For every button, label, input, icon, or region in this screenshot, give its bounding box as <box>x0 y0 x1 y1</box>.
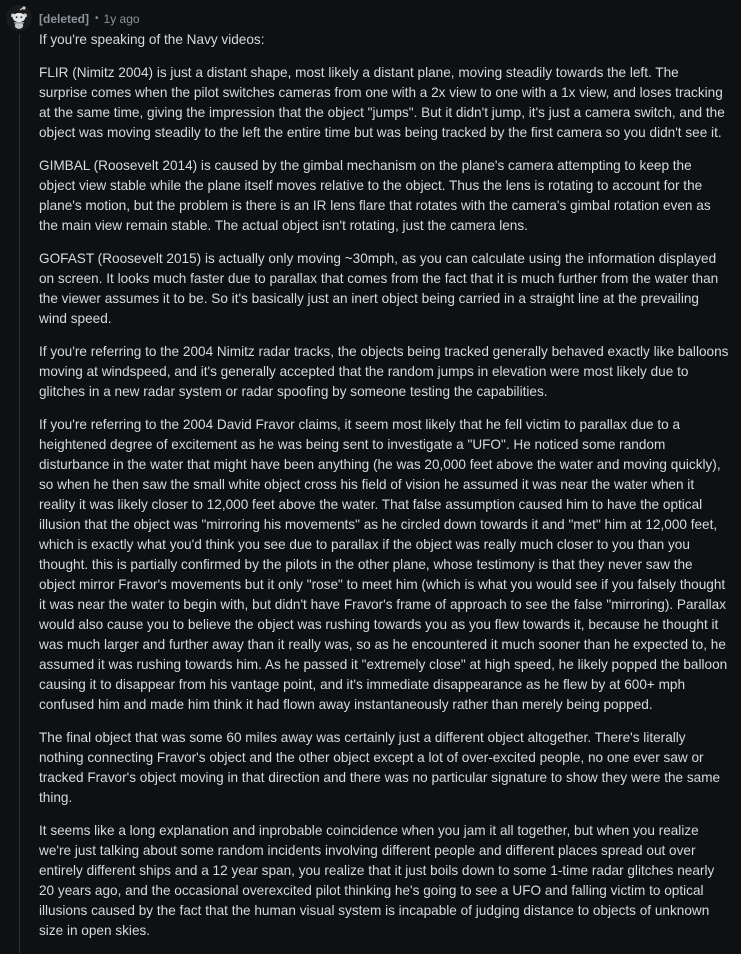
comment-paragraph: GIMBAL (Roosevelt 2014) is caused by the gimbal mechanism on the plane's camera attempting to keep the object view stable while the plane itself moves relative to the object. Thus the lens is rotating to account for the plane's motion, but the problem is there is an IR lens flare that rotates with the camera's gimbal rotation even as the main view remain stable. The actual object isn't rotating, just the camera lens. <box>39 158 711 233</box>
comment-paragraph: The final object that was some 60 miles away was certainly just a different object altogether. There's literally nothing connecting Fravor's object and the other object except a lot of over-excited people, no one ever saw or tracked Fravor's object moving in that direction and there was no particular signature to show they were the same thing. <box>39 730 721 805</box>
thread-line[interactable] <box>19 34 20 953</box>
comment-timestamp[interactable]: 1y ago <box>103 12 140 26</box>
comment-body <box>39 30 729 954</box>
comment-meta <box>39 10 140 28</box>
comment-paragraph: It seems like a long explanation and inprobable coincidence when you jam it all together, but when you realize we're just talking about some random incidents involving different people and different places spread out over entirely different ships and a 12 year span, you realize that it just boils down to some 1-time radar glitches nearly 20 years ago, and the occasional overexcited pilot thinking he's going to see a UFO and falling victim to optical illusions caused by the fact that the human visual system is incapable of judging distance to objects of unknown size in open skies. <box>39 823 715 938</box>
comment-paragraph: If you're referring to the 2004 Nimitz radar tracks, the objects being tracked generally behaved exactly like balloons moving at windspeed, and it's generally accepted that the random jumps in elevation were most likely due to glitches in a new radar system or radar spoofing by someone testing the capabilities. <box>39 344 729 399</box>
comment-paragraph: GOFAST (Roosevelt 2015) is actually only moving ~30mph, as you can calculate using the information displayed on screen. It looks much faster due to parallax that comes from the fact that it is much further from the water than the viewer assumes it to be. So it's basically just an inert object being carried in a straight line at the prevailing wind speed. <box>39 251 719 326</box>
comment-paragraph: If you're referring to the 2004 David Fravor claims, it seem most likely that he fell victim to parallax due to a heightened degree of excitement as he was being sent to investigate a "UFO". He noticed some random disturbance in the water that might have been anything (he was 20,000 feet above the water and moving quickly), so when he then saw the small white object cross his field of vision he assumed it was near the water when it reality it was likely closer to 12,000 feet above the water. That false assumption caused him to have the optical illusion that the object was "mirroring his movements" as he circled down towards it and "met" him at 12,000 feet, which is exactly what you'd think you see due to parallax if the object was really much closer to you than you thought. this is partially confirmed by the pilots in the other plane, whose testimony is that they never saw the object mirror Fravor's movements but it only "rose" to meet him (which is what you would see if you falsely thought it was near the water to begin with, but didn't have Fravor's frame of approach to see the false "mirroring). Parallax would also cause you to believe the object was rushing towards you as you flew towards it, because he thought it was much larger and further away than it really was, so as he encountered it much sooner than he expected to, he assumed it was rushing towards him. As he passed it "extremely close" at high speed, he likely popped the balloon causing it to disappear from his vantage point, and it's immediate disappearance as he flew by at 600+ mph confused him and made him think it had flown away instantaneously rather than merely being popped. <box>39 417 728 712</box>
author-name[interactable]: [deleted] <box>39 12 90 26</box>
deleted-user-snoo-icon <box>6 5 32 31</box>
comment-paragraph: FLIR (Nimitz 2004) is just a distant shape, most likely a distant plane, moving steadily towards the left. The surprise comes when the pilot switches cameras from one with a 2x view to one with a 1x view, and loses tracking at the same time, giving the impression that the object "jumps". But it didn't jump, it's just a camera switch, and the object was moving steadily to the left the entire time but was being tracked by the first camera so you didn't see it. <box>39 65 725 140</box>
comment-paragraph: If you're speaking of the Navy videos: <box>39 32 265 47</box>
meta-separator: • <box>95 13 99 24</box>
